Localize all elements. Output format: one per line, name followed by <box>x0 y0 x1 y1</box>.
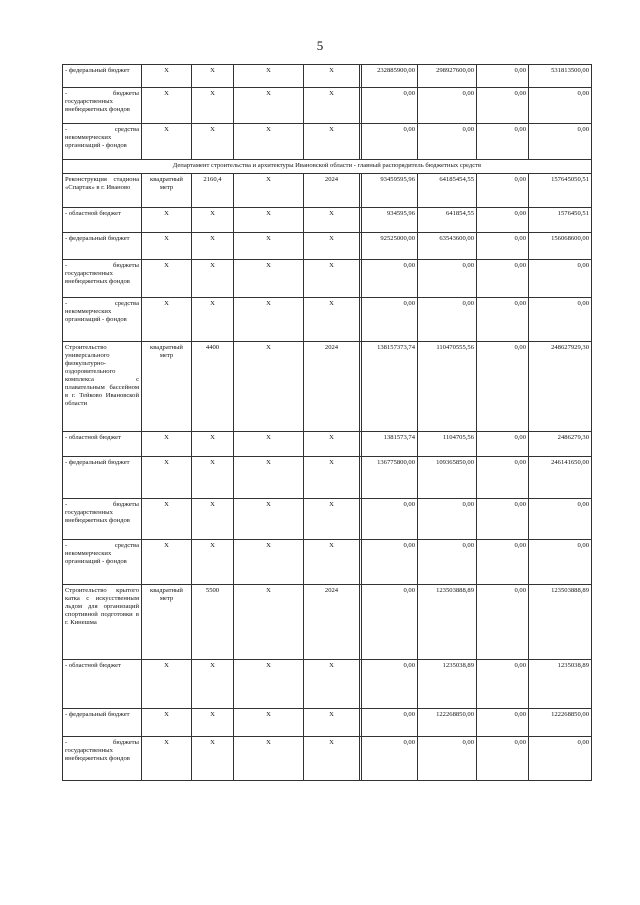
amount-year2-cell: 641854,55 <box>418 208 477 233</box>
department-header-row <box>63 160 592 174</box>
total-amount-cell: 0,00 <box>529 737 592 781</box>
capacity-cell: Х <box>192 737 234 781</box>
period-start-cell: Х <box>234 499 304 540</box>
total-amount-cell: 1576450,51 <box>529 208 592 233</box>
period-end-cell: Х <box>304 233 360 260</box>
total-amount-cell: 0,00 <box>529 124 592 160</box>
amount-year1-cell: 0,00 <box>362 585 418 660</box>
unit-cell: Х <box>142 457 192 499</box>
amount-year1-cell: 93459595,96 <box>362 174 418 208</box>
unit-cell: Х <box>142 660 192 709</box>
object-name-cell: - бюджеты государственных внебюджетных фондов <box>63 737 142 781</box>
unit-cell: квадратный метр <box>142 342 192 432</box>
amount-year3-cell: 0,00 <box>477 737 529 781</box>
period-start-cell: Х <box>234 585 304 660</box>
total-amount-cell: 248627929,30 <box>529 342 592 432</box>
amount-year3-cell: 0,00 <box>477 499 529 540</box>
amount-year2-cell: 298927600,00 <box>418 65 477 88</box>
period-end-cell: Х <box>304 65 360 88</box>
period-end-cell: Х <box>304 499 360 540</box>
unit-cell: квадратный метр <box>142 174 192 208</box>
amount-year3-cell: 0,00 <box>477 660 529 709</box>
object-name-cell: Строительство крытого катка с искусственным льдом для организаций спортивной подготовки в г. Кинешма <box>63 585 142 660</box>
amount-year3-cell: 0,00 <box>477 208 529 233</box>
amount-year1-cell: 0,00 <box>362 124 418 160</box>
capacity-cell: Х <box>192 432 234 457</box>
table-row <box>63 88 592 124</box>
period-end-cell: Х <box>304 298 360 342</box>
period-end-cell: Х <box>304 88 360 124</box>
amount-year1-cell: 0,00 <box>362 260 418 298</box>
capacity-cell: Х <box>192 208 234 233</box>
amount-year3-cell: 0,00 <box>477 342 529 432</box>
department-header: Департамент строительства и архитектуры Ивановской области - главный распорядитель бюджетных средств <box>63 160 592 174</box>
total-amount-cell: 246141650,00 <box>529 457 592 499</box>
amount-year2-cell: 0,00 <box>418 540 477 585</box>
amount-year3-cell: 0,00 <box>477 457 529 499</box>
period-start-cell: Х <box>234 65 304 88</box>
amount-year3-cell: 0,00 <box>477 233 529 260</box>
amount-year1-cell: 0,00 <box>362 709 418 737</box>
period-start-cell: Х <box>234 233 304 260</box>
unit-cell: Х <box>142 298 192 342</box>
amount-year1-cell: 934595,96 <box>362 208 418 233</box>
total-amount-cell: 122268850,00 <box>529 709 592 737</box>
table-row <box>63 298 592 342</box>
unit-cell: Х <box>142 709 192 737</box>
period-end-cell: Х <box>304 124 360 160</box>
object-name-cell: - областной бюджет <box>63 208 142 233</box>
period-start-cell: Х <box>234 208 304 233</box>
amount-year1-cell: 136775800,00 <box>362 457 418 499</box>
table-row <box>63 342 592 432</box>
object-name-cell: - средства некоммерческих организаций - фондов <box>63 540 142 585</box>
amount-year3-cell: 0,00 <box>477 260 529 298</box>
table-row <box>63 457 592 499</box>
object-name-cell: - федеральный бюджет <box>63 233 142 260</box>
unit-cell: Х <box>142 65 192 88</box>
capacity-cell: Х <box>192 233 234 260</box>
amount-year3-cell: 0,00 <box>477 124 529 160</box>
table-row <box>63 174 592 208</box>
object-name-cell: - средства некоммерческих организаций - фондов <box>63 124 142 160</box>
amount-year3-cell: 0,00 <box>477 540 529 585</box>
table-row <box>63 233 592 260</box>
table-row <box>63 208 592 233</box>
unit-cell: Х <box>142 540 192 585</box>
capacity-cell: Х <box>192 457 234 499</box>
period-start-cell: Х <box>234 124 304 160</box>
amount-year2-cell: 110470555,56 <box>418 342 477 432</box>
unit-cell: Х <box>142 432 192 457</box>
unit-cell: Х <box>142 260 192 298</box>
period-end-cell: Х <box>304 709 360 737</box>
period-start-cell: Х <box>234 260 304 298</box>
amount-year1-cell: 0,00 <box>362 737 418 781</box>
period-end-cell: Х <box>304 208 360 233</box>
total-amount-cell: 123503888,89 <box>529 585 592 660</box>
object-name-cell: - федеральный бюджет <box>63 457 142 499</box>
capacity-cell: Х <box>192 499 234 540</box>
amount-year1-cell: 232885900,00 <box>362 65 418 88</box>
table-row <box>63 124 592 160</box>
capacity-cell: 4400 <box>192 342 234 432</box>
amount-year2-cell: 64185454,55 <box>418 174 477 208</box>
page-number: 5 <box>316 38 324 53</box>
total-amount-cell: 531813500,00 <box>529 65 592 88</box>
capacity-cell: Х <box>192 298 234 342</box>
capacity-cell: 2160,4 <box>192 174 234 208</box>
capacity-cell: Х <box>192 660 234 709</box>
amount-year1-cell: 0,00 <box>362 88 418 124</box>
period-end-cell: 2024 <box>304 174 360 208</box>
amount-year3-cell: 0,00 <box>477 298 529 342</box>
period-end-cell: Х <box>304 260 360 298</box>
total-amount-cell: 156068600,00 <box>529 233 592 260</box>
amount-year2-cell: 0,00 <box>418 499 477 540</box>
amount-year2-cell: 1104705,56 <box>418 432 477 457</box>
period-end-cell: Х <box>304 457 360 499</box>
amount-year1-cell: 0,00 <box>362 499 418 540</box>
period-end-cell: Х <box>304 660 360 709</box>
object-name-cell: - федеральный бюджет <box>63 709 142 737</box>
period-end-cell: Х <box>304 432 360 457</box>
period-start-cell: Х <box>234 709 304 737</box>
table-row <box>63 709 592 737</box>
object-name-cell: Реконструкция стадиона «Спартак» в г. Иваново <box>63 174 142 208</box>
unit-cell: Х <box>142 233 192 260</box>
period-end-cell: 2024 <box>304 585 360 660</box>
period-end-cell: Х <box>304 540 360 585</box>
unit-cell: Х <box>142 499 192 540</box>
object-name-cell: - средства некоммерческих организаций - фондов <box>63 298 142 342</box>
period-start-cell: Х <box>234 737 304 781</box>
table-row <box>63 540 592 585</box>
amount-year2-cell: 123503888,89 <box>418 585 477 660</box>
unit-cell: Х <box>142 124 192 160</box>
object-name-cell: - бюджеты государственных внебюджетных фондов <box>63 88 142 124</box>
amount-year2-cell: 0,00 <box>418 260 477 298</box>
table-row <box>63 432 592 457</box>
amount-year2-cell: 122268850,00 <box>418 709 477 737</box>
capacity-cell: Х <box>192 65 234 88</box>
object-name-cell: - областной бюджет <box>63 432 142 457</box>
total-amount-cell: 157645050,51 <box>529 174 592 208</box>
capacity-cell: Х <box>192 709 234 737</box>
capacity-cell: Х <box>192 88 234 124</box>
object-name-cell: - бюджеты государственных внебюджетных фондов <box>63 499 142 540</box>
period-end-cell: Х <box>304 737 360 781</box>
table-row <box>63 260 592 298</box>
table-row <box>63 585 592 660</box>
total-amount-cell: 1235038,89 <box>529 660 592 709</box>
table-row <box>63 499 592 540</box>
amount-year1-cell: 138157373,74 <box>362 342 418 432</box>
period-end-cell: 2024 <box>304 342 360 432</box>
period-start-cell: Х <box>234 660 304 709</box>
total-amount-cell: 2486279,30 <box>529 432 592 457</box>
amount-year2-cell: 0,00 <box>418 124 477 160</box>
amount-year2-cell: 0,00 <box>418 88 477 124</box>
table-row <box>63 660 592 709</box>
table-body <box>63 65 592 781</box>
amount-year1-cell: 0,00 <box>362 660 418 709</box>
amount-year2-cell: 0,00 <box>418 298 477 342</box>
amount-year2-cell: 0,00 <box>418 737 477 781</box>
period-start-cell: Х <box>234 540 304 585</box>
total-amount-cell: 0,00 <box>529 88 592 124</box>
unit-cell: квадратный метр <box>142 585 192 660</box>
unit-cell: Х <box>142 737 192 781</box>
capacity-cell: Х <box>192 124 234 160</box>
object-name-cell: Строительство универсального физкультурно-оздоровительного комплекса с плавательным бассейном в г. Тейково Ивановской области <box>63 342 142 432</box>
object-name-cell: - бюджеты государственных внебюджетных фондов <box>63 260 142 298</box>
amount-year1-cell: 1381573,74 <box>362 432 418 457</box>
capacity-cell: Х <box>192 540 234 585</box>
table-row <box>63 65 592 88</box>
object-name-cell: - федеральный бюджет <box>63 65 142 88</box>
amount-year3-cell: 0,00 <box>477 88 529 124</box>
amount-year1-cell: 0,00 <box>362 298 418 342</box>
amount-year1-cell: 0,00 <box>362 540 418 585</box>
capacity-cell: 5500 <box>192 585 234 660</box>
total-amount-cell: 0,00 <box>529 499 592 540</box>
total-amount-cell: 0,00 <box>529 260 592 298</box>
amount-year3-cell: 0,00 <box>477 65 529 88</box>
period-start-cell: Х <box>234 174 304 208</box>
amount-year3-cell: 0,00 <box>477 585 529 660</box>
amount-year3-cell: 0,00 <box>477 432 529 457</box>
amount-year3-cell: 0,00 <box>477 709 529 737</box>
period-start-cell: Х <box>234 88 304 124</box>
budget-allocation-table <box>62 64 592 781</box>
unit-cell: Х <box>142 88 192 124</box>
unit-cell: Х <box>142 208 192 233</box>
total-amount-cell: 0,00 <box>529 540 592 585</box>
period-start-cell: Х <box>234 298 304 342</box>
capacity-cell: Х <box>192 260 234 298</box>
period-start-cell: Х <box>234 457 304 499</box>
table-row <box>63 737 592 781</box>
object-name-cell: - областной бюджет <box>63 660 142 709</box>
amount-year2-cell: 63543600,00 <box>418 233 477 260</box>
period-start-cell: Х <box>234 432 304 457</box>
amount-year2-cell: 1235038,89 <box>418 660 477 709</box>
amount-year2-cell: 109365850,00 <box>418 457 477 499</box>
total-amount-cell: 0,00 <box>529 298 592 342</box>
period-start-cell: Х <box>234 342 304 432</box>
amount-year3-cell: 0,00 <box>477 174 529 208</box>
amount-year1-cell: 92525000,00 <box>362 233 418 260</box>
